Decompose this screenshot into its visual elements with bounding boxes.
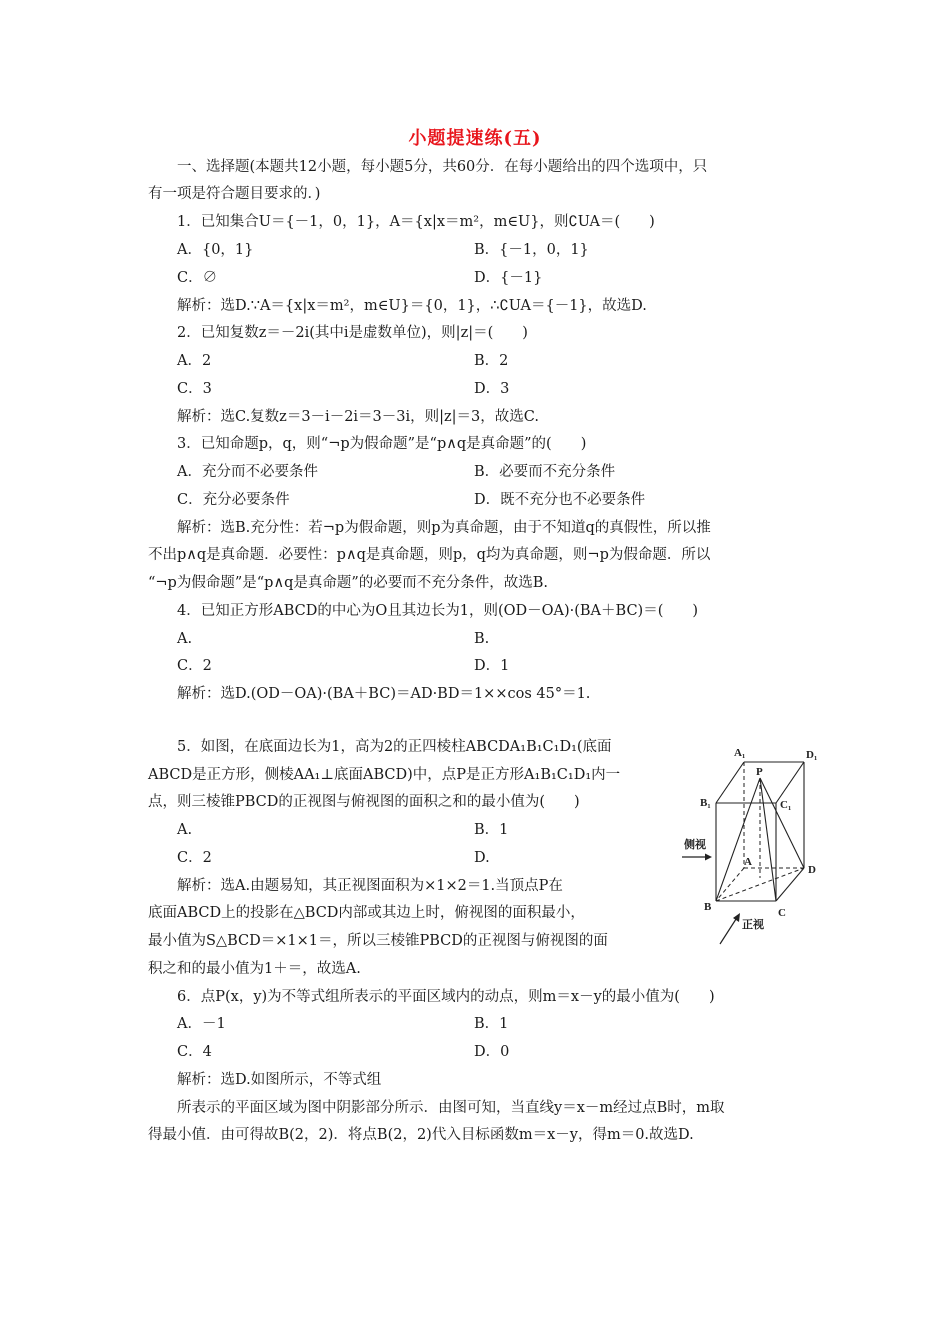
page-title: 小题提速练(五) <box>408 128 542 149</box>
q6-option-d: D．0 <box>474 1044 510 1060</box>
label-p: P <box>756 766 763 778</box>
q3-option-c: C．充分必要条件 <box>177 492 290 508</box>
q1-solution: 解析：选D.∵A＝{x|x＝m²，m∈U}＝{0，1}，∴∁UA＝{－1}，故选D. <box>177 298 647 314</box>
q6-solution-1: 解析：选D.如图所示，不等式组 <box>177 1072 382 1088</box>
q1-option-d: D．{－1} <box>474 270 543 286</box>
question-5-line-1: 5．如图，在底面边长为1，高为2的正四棱柱ABCDA₁B₁C₁D₁(底面 <box>177 739 612 755</box>
question-3: 3．已知命题p，q，则“¬p为假命题”是“p∧q是真命题”的( ) <box>177 436 587 452</box>
label-a: A <box>744 856 752 868</box>
q6-option-a: A．－1 <box>177 1016 226 1032</box>
q5-option-b: B．1 <box>474 822 509 838</box>
q1-option-c: C．∅ <box>177 270 218 286</box>
q5-solution-2: 底面ABCD上的投影在△BCD内部或其边上时，俯视图的面积最小， <box>148 905 585 921</box>
q5-option-c: C．2 <box>177 850 212 866</box>
q3-solution-2: 不出p∧q是真命题．必要性：p∧q是真命题，则p，q均为真命题，则¬p为假命题．所以 <box>148 547 711 563</box>
q6-solution-2: 所表示的平面区域为图中阴影部分所示．由图可知，当直线y＝x－m经过点B时，m取 <box>177 1100 725 1116</box>
q5-solution-3: 最小值为S△BCD＝×1×1＝，所以三棱锥PBCD的正视图与俯视图的面 <box>148 933 608 949</box>
q5-option-d: D. <box>474 850 490 866</box>
question-5-line-2: ABCD是正方形，侧棱AA₁⊥底面ABCD)中，点P是正方形A₁B₁C₁D₁内一 <box>148 767 621 783</box>
label-d1: D₁ <box>806 749 818 761</box>
side-view-arrow <box>682 854 712 861</box>
label-b: B <box>704 901 712 913</box>
q2-solution: 解析：选C.复数z＝3－i－2i＝3－3i，则|z|＝3，故选C. <box>177 409 539 425</box>
q5-option-a: A. <box>177 822 193 838</box>
q3-option-d: D．既不充分也不必要条件 <box>474 492 646 508</box>
question-4: 4．已知正方形ABCD的中心为O且其边长为1，则(OD－OA)·(BA＋BC)＝( ) <box>177 603 699 619</box>
q4-option-d: D．1 <box>474 658 510 674</box>
q4-option-c: C．2 <box>177 658 212 674</box>
q4-option-b: B. <box>474 631 490 647</box>
side-view-label: 侧视 <box>684 839 706 851</box>
q6-option-b: B．1 <box>474 1016 509 1032</box>
q3-solution-1: 解析：选B.充分性：若¬p为假命题，则p为真命题，由于不知道q的真假性，所以推 <box>177 520 711 536</box>
label-d: D <box>808 864 816 876</box>
question-5-line-3: 点，则三棱锥PBCD的正视图与俯视图的面积之和的最小值为( ) <box>148 794 580 810</box>
q6-solution-3: 得最小值．由可得故B(2，2)．将点B(2，2)代入目标函数m＝x－y，得m＝0.故选D. <box>148 1127 694 1143</box>
q3-option-a: A．充分而不必要条件 <box>177 464 318 480</box>
front-view-label: 正视 <box>742 919 764 931</box>
q2-option-a: A．2 <box>177 353 212 369</box>
label-c1: C₁ <box>780 799 792 811</box>
q6-option-c: C．4 <box>177 1044 212 1060</box>
question-2: 2．已知复数z＝－2i(其中i是虚数单位)，则|z|＝( ) <box>177 325 528 341</box>
question-1: 1．已知集合U＝{－1，0，1}，A＝{x|x＝m²，m∈U}，则∁UA＝( ) <box>177 214 655 230</box>
q3-option-b: B．必要而不充分条件 <box>474 464 616 480</box>
q2-option-d: D．3 <box>474 381 510 397</box>
label-a1: A₁ <box>734 747 746 759</box>
prism-figure <box>676 738 826 952</box>
q1-option-a: A．{0，1} <box>177 242 254 258</box>
intro-line-1: 一、选择题(本题共12小题，每小题5分，共60分．在每小题给出的四个选项中，只 <box>177 159 708 175</box>
q2-option-c: C．3 <box>177 381 212 397</box>
q3-solution-3: “¬p为假命题”是“p∧q是真命题”的必要而不充分条件，故选B. <box>148 575 549 591</box>
q1-option-b: B．{－1，0，1} <box>474 242 589 258</box>
front-view-arrow <box>720 913 740 944</box>
q4-solution: 解析：选D.(OD－OA)·(BA＋BC)＝AD·BD＝1××cos 45°＝1. <box>177 686 591 702</box>
label-b1: B₁ <box>700 797 711 809</box>
q5-solution-4: 积之和的最小值为1＋＝，故选A. <box>148 961 361 977</box>
q5-solution-1: 解析：选A.由题易知，其正视图面积为×1×2＝1.当顶点P在 <box>177 878 563 894</box>
q4-option-a: A. <box>177 631 193 647</box>
q2-option-b: B．2 <box>474 353 509 369</box>
label-c: C <box>778 907 786 919</box>
question-6: 6．点P(x，y)为不等式组所表示的平面区域内的动点，则m＝x－y的最小值为( ) <box>177 989 715 1005</box>
intro-line-2: 有一项是符合题目要求的．) <box>148 186 321 202</box>
